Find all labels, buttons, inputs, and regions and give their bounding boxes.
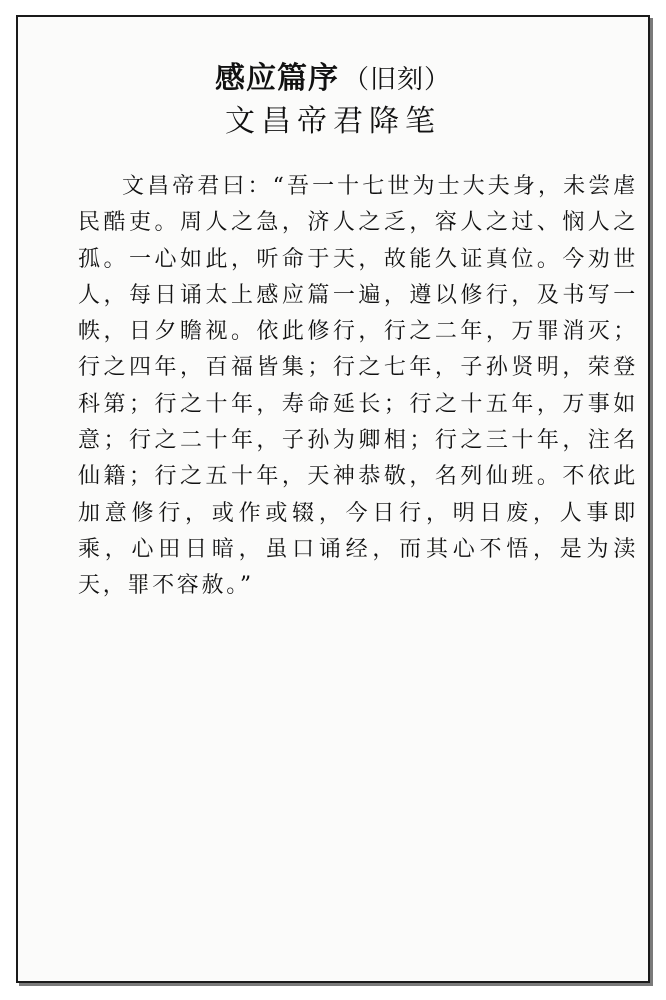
page-frame — [16, 15, 650, 983]
title-text: 感应篇序 — [214, 61, 339, 96]
body-paragraph: 文昌帝君曰：“吾一十七世为士大夫身，未尝虐民酷吏。周人之急，济人之乏，容人之过、悯人之孤。一心如此，听命于天，故能久证真位。今劝世人，每日诵太上感应篇一遍，遵以修行，及书写一帙，日夕瞻视。依此修行，行之二年，万罪消灭；行之四年，百福皆集；行之七年，子孙贤明，荣登科第；行之十年，寿命延长；行之十五年，万事如意；行之二十年，子孙为卿相；行之三十年，注名仙籍；行之五十年，天神恭敬，名列仙班。不依此加意修行，或作或辍，今日行，明日废，人事即乘，心田日暗，虽口诵经，而其心不悟，是为渎天，罪不容赦。” — [78, 174, 638, 599]
header — [18, 62, 648, 141]
page-subtitle: 文昌帝君降笔 — [225, 104, 441, 139]
title-note: （旧刻） — [342, 65, 451, 95]
page-title — [18, 62, 648, 97]
